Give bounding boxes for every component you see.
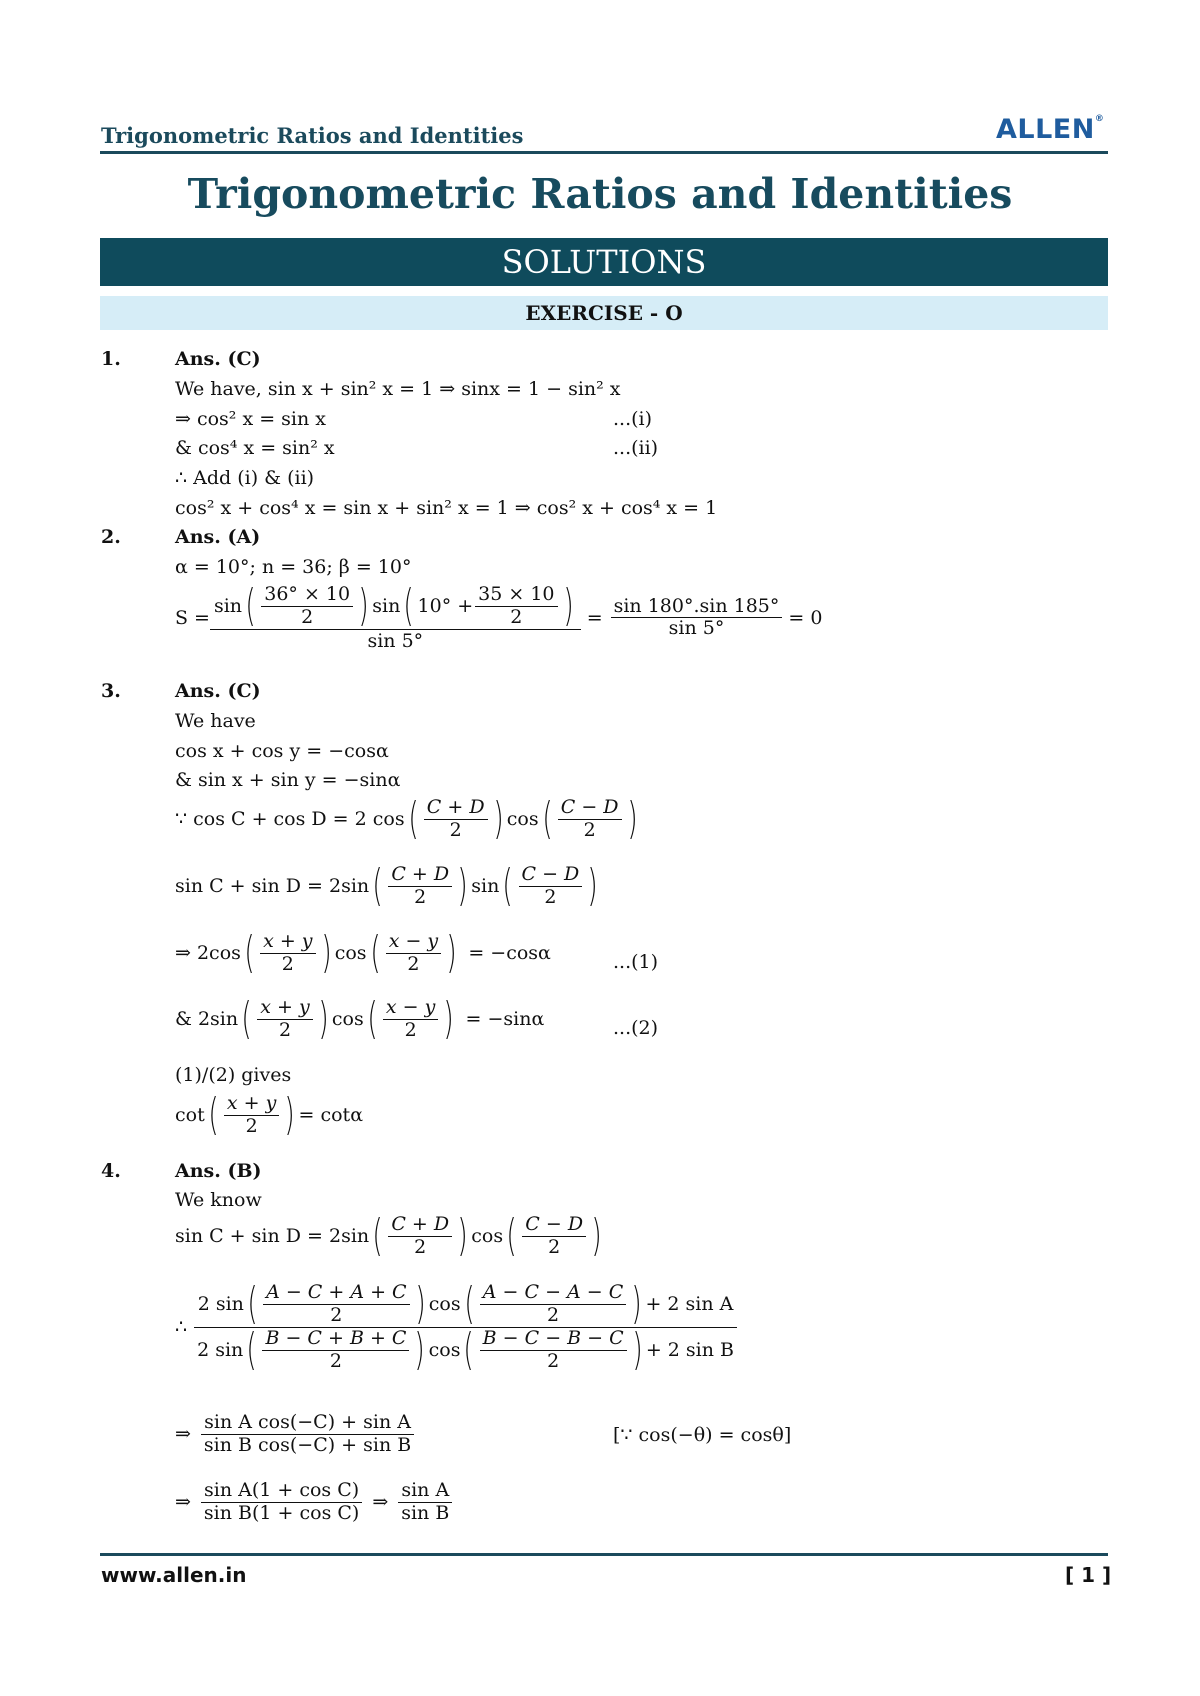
q3-f4-xmy: x − y [385, 996, 436, 1018]
q3-equation-1: ⇒ 2cos ( $\frac{x + y}{2}$ ) cos ( $\frac{x - y}{2}$ ) = −cosα [175, 927, 551, 979]
logo-text: ALLEN [996, 114, 1095, 145]
q3-f1-two-b: 2 [583, 818, 596, 841]
q4-step3-num: sin A [398, 1480, 452, 1503]
q3-f1-two-a: 2 [449, 818, 462, 841]
q1-line-4: ∴ Add (i) & (ii) [175, 467, 315, 489]
solutions-banner: SOLUTIONS [100, 238, 1108, 286]
q2-main-fraction: sin ( $\frac{36^\circ \times 10}{2}$ ) sin ( 10° + $\frac{35 \times 10}{2}$ ) sin 5° [210, 584, 581, 652]
q3-line-3: & sin x + sin y = −sinα [175, 769, 401, 791]
q2-arg2-num: 35 × 10 [475, 584, 557, 607]
q4-step3-den: sin B [401, 1501, 450, 1524]
q3-f2-cmd: C − D [521, 863, 580, 885]
q4-step-2 [175, 1480, 454, 1525]
q3-sin-sum-identity: sin C + sin D = 2sin ( $\frac{C + D}{2}$ ) sin ( $\frac{C - D}{2}$ ) [175, 860, 599, 912]
q4-num-two-b: 2 [546, 1303, 560, 1326]
q3-f1-cmd: C − D [560, 796, 619, 818]
q3-f3-two-b: 2 [407, 952, 420, 975]
q2-s-label: S = [175, 606, 210, 629]
q3-f4-cos: cos [331, 1008, 364, 1031]
q4-sin-sum-identity: sin C + sin D = 2sin ( $\frac{C + D}{2}$ ) cos ( $\frac{C - D}{2}$ ) [175, 1210, 602, 1262]
q2-arg1-num: 36° × 10 [261, 584, 353, 607]
q4-f1-cpd: C + D [391, 1213, 450, 1235]
q4-den-two-a: 2 [329, 1349, 343, 1372]
q3-f2-lead: sin C + sin D = 2sin [175, 875, 370, 898]
q3-equation-2: & 2sin ( $\frac{x + y}{2}$ ) cos ( $\frac{x - y}{2}$ ) = −sinα [175, 993, 545, 1045]
question-number-3: 3. [101, 680, 121, 702]
q4-step2-num: sin A(1 + cos C) [201, 1480, 362, 1503]
q3-f1-cos: cos [506, 808, 539, 831]
q2-formula [175, 580, 823, 652]
q3-f3-rhs: = −cosα [468, 942, 551, 965]
q1-tag-i: ...(i) [613, 408, 653, 430]
q3-f2-sin: sin [471, 875, 500, 898]
q4-num-2sin: 2 sin [197, 1293, 244, 1316]
q3-line-2: cos x + cos y = −cosα [175, 740, 389, 762]
q2-result-num: sin 180°.sin 185° [611, 596, 783, 619]
q2-line-1: α = 10°; n = 36; β = 10° [175, 556, 412, 578]
q3-f2-two-b: 2 [544, 885, 557, 908]
q3-f5-rhs: = cotα [298, 1104, 364, 1127]
answer-4: Ans. (B) [175, 1160, 262, 1182]
allen-logo [996, 114, 1104, 145]
q1-tag-ii: ...(ii) [613, 437, 659, 459]
q4-den-arg2: B − C − B − C [482, 1326, 624, 1349]
q1-line-1: We have, sin x + sin² x = 1 ⇒ sinx = 1 − sin² x [175, 378, 621, 400]
q4-f1-lead: sin C + sin D = 2sin [175, 1225, 370, 1248]
q4-step1-num: sin A cos(−C) + sin A [201, 1412, 414, 1435]
q4-implies-1: ⇒ [175, 1423, 191, 1446]
answer-3: Ans. (C) [175, 680, 261, 702]
q3-f4-lead: & 2sin [175, 1008, 239, 1031]
q2-result-den: sin 5° [668, 617, 725, 640]
q4-den-2sin: 2 sin [197, 1339, 244, 1362]
q1-line-5: cos² x + cos⁴ x = sin x + sin² x = 1 ⇒ cos² x + cos⁴ x = 1 [175, 497, 718, 519]
q3-f4-two-a: 2 [278, 1018, 292, 1041]
q4-den-two-b: 2 [547, 1349, 560, 1372]
q4-num-end: + 2 sin A [645, 1293, 734, 1316]
q2-result-zero: = 0 [788, 606, 823, 629]
q3-f3-xpy: x + y [263, 930, 313, 952]
q3-line-5: (1)/(2) gives [175, 1064, 292, 1086]
q3-cos-sum-identity: ∵ cos C + cos D = 2 cos ( $\frac{C + D}{2}$ ) cos ( $\frac{C - D}{2}$ ) [175, 793, 638, 845]
q1-line-2: ⇒ cos² x = sin x [175, 408, 326, 430]
q4-implies-2: ⇒ [175, 1491, 191, 1514]
q2-arg2-den: 2 [510, 605, 523, 628]
q1-line-3: & cos⁴ x = sin² x [175, 437, 335, 459]
q4-line-1: We know [175, 1189, 262, 1211]
q4-cos-note: [∵ cos(−θ) = cosθ] [613, 1424, 792, 1446]
q4-num-cos: cos [428, 1293, 461, 1316]
q4-f1-cmd: C − D [525, 1213, 584, 1235]
q3-f2-cpd: C + D [391, 863, 450, 885]
q4-num-arg1: A − C + A + C [266, 1281, 407, 1303]
q3-f3-xmy: x − y [388, 930, 439, 952]
q3-f1-cpd: C + D [426, 796, 485, 818]
q3-tag-2: ...(2) [613, 1017, 659, 1039]
q4-num-two-a: 2 [330, 1303, 343, 1326]
q4-den-arg1: B − C + B + C [265, 1326, 407, 1349]
q4-den-end: + 2 sin B [645, 1339, 734, 1362]
page-title: Trigonometric Ratios and Identities [187, 170, 1013, 218]
q4-therefore: ∴ [175, 1316, 188, 1339]
question-number-2: 2. [101, 526, 121, 548]
q3-f4-xpy: x + y [260, 996, 310, 1018]
footer-website[interactable]: www.allen.in [101, 1563, 247, 1587]
q3-f3-two-a: 2 [281, 952, 294, 975]
q3-f5-two: 2 [245, 1114, 258, 1137]
answer-2: Ans. (A) [175, 526, 261, 548]
q3-f3-cos: cos [334, 942, 367, 965]
q3-f3-lead: ⇒ 2cos [175, 942, 241, 965]
header-rule [100, 151, 1108, 154]
q4-num-arg2: A − C − A − C [482, 1281, 624, 1303]
q4-big-fraction [175, 1278, 738, 1376]
logo-mark: ® [1094, 114, 1105, 124]
q4-fraction: 2 sin ( $\frac{A - C + A + C}{2}$ ) cos ( $\frac{A - C - A - C}{2}$ ) + 2 sin A 2 sin ( $\frac{B - C + B + C}{2}$ ) cos ( $\frac{B - C - B - C}{2}$ ) + 2 sin B [193, 1282, 738, 1372]
q3-tag-1: ...(1) [613, 951, 659, 973]
q4-f1-cos: cos [471, 1225, 504, 1248]
q3-f4-two-b: 2 [404, 1018, 417, 1041]
q4-step-1 [175, 1412, 416, 1457]
footer-rule [100, 1553, 1108, 1556]
q2-equals: = [586, 606, 603, 629]
answer-1: Ans. (C) [175, 348, 261, 370]
q2-arg1-den: 2 [301, 605, 314, 628]
q2-sin-1: sin [213, 595, 243, 618]
exercise-banner: EXERCISE - O [100, 296, 1108, 330]
q3-cot: cot [175, 1104, 205, 1127]
q3-f2-two-a: 2 [414, 885, 427, 908]
q4-step2-den: sin B(1 + cos C) [203, 1501, 360, 1524]
q3-f5-xpy: x + y [226, 1092, 277, 1114]
footer-page-number: [ 1 ] [1065, 1563, 1112, 1587]
q4-step1-den: sin B cos(−C) + sin B [203, 1433, 412, 1456]
q2-denominator: sin 5° [367, 629, 424, 652]
q4-den-cos: cos [428, 1339, 461, 1362]
q2-sin-2: sin [372, 595, 401, 618]
q2-ten-deg: 10° + [417, 595, 474, 618]
question-number-4: 4. [101, 1160, 121, 1182]
q3-result: cot ( $\frac{x + y}{2}$ ) = cotα [175, 1089, 364, 1141]
q3-line-1: We have [175, 710, 256, 732]
running-header-title: Trigonometric Ratios and Identities [101, 123, 524, 148]
q3-f1-lead: ∵ cos C + cos D = 2 cos [175, 808, 405, 831]
question-number-1: 1. [101, 348, 121, 370]
q4-f1-two-a: 2 [414, 1235, 427, 1258]
q4-implies-3: ⇒ [372, 1491, 389, 1514]
q3-f4-rhs: = −sinα [465, 1008, 545, 1031]
q4-f1-two-b: 2 [548, 1235, 561, 1258]
